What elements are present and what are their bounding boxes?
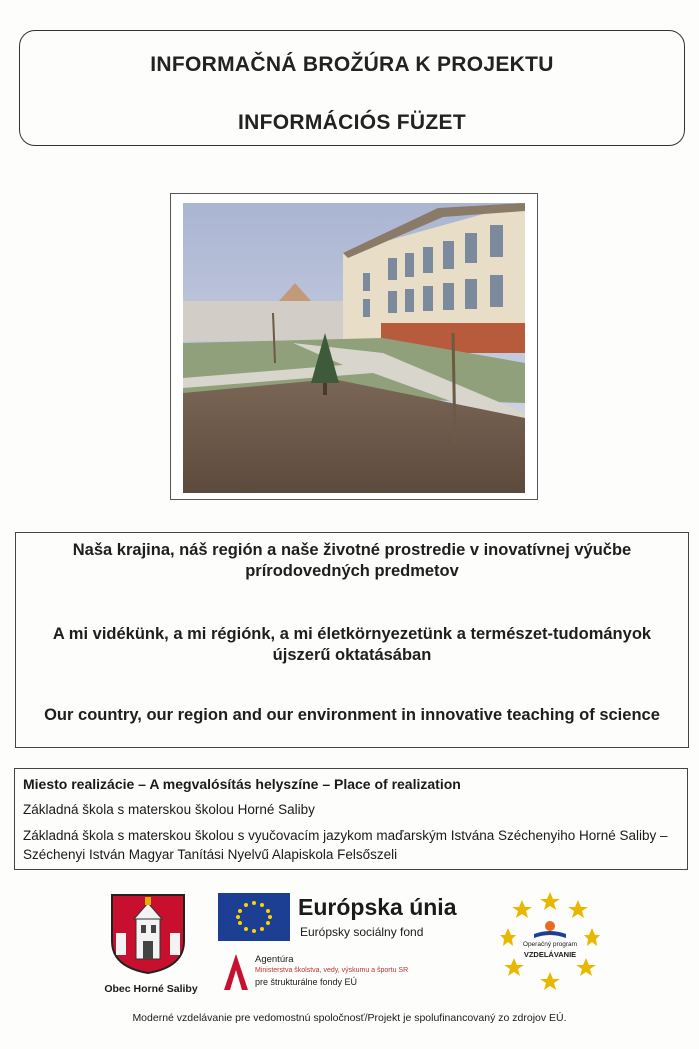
agency-ministry: Ministerstva školstva, vedy, výskumu a športu SR: [255, 967, 409, 974]
municipality-logo: [96, 893, 206, 998]
op-line-2: VZDELÁVANIE: [523, 950, 577, 959]
project-title-slovak: Naša krajina, náš región a naše životné prostredie v inovatívnej výučbe prírodovedných predmetov: [72, 541, 632, 580]
place-of-realization-box: [14, 768, 688, 870]
eu-logo: [218, 893, 490, 943]
footer-text: Moderné vzdelávanie pre vedomostnú spoločnosť/Projekt je spolufinancovaný zo zdrojov EÚ.: [132, 1012, 567, 1024]
title-hungarian: INFORMÁCIÓS FÜZET: [238, 111, 466, 134]
school-building-image: [183, 203, 525, 493]
title-slovak: INFORMAČNÁ BROŽÚRA K PROJEKTU: [150, 53, 554, 76]
project-title-hungarian: A mi vidékünk, a mi régiónk, a mi életkörnyezetünk a természet-tudományok újszerű oktatásában: [52, 625, 652, 664]
agency-emblem-icon: [222, 952, 250, 992]
school-photo: [170, 193, 538, 500]
eu-subtitle: Európsky sociálny fond: [300, 925, 424, 939]
coat-of-arms-icon: [110, 893, 186, 975]
eu-title: Európska únia: [298, 894, 457, 920]
op-star-ring-icon: [500, 890, 600, 990]
op-line-1: Operačný program: [522, 941, 578, 948]
project-title-english: Our country, our region and our environment in innovative teaching of science: [44, 706, 660, 724]
place-heading: Miesto realizácie – A megvalósítás helyszíne – Place of realization: [23, 776, 461, 792]
agency-logo: [222, 952, 442, 998]
agency-funds: pre štrukturálne fondy EÚ: [255, 977, 358, 987]
project-title-box: [15, 532, 689, 748]
op-education-logo: [500, 890, 600, 990]
title-box: [19, 30, 685, 146]
school-2: Základná škola s materskou školou s vyučovacím jazykom maďarským Istvána Széchenyiho Horné Saliby – Széchenyi István Magyar Tanítási Nyelvű Alapiskola Felsőszeli: [23, 828, 668, 862]
agency-name: Agentúra: [255, 954, 294, 965]
eu-flag-icon: [218, 893, 290, 941]
school-1: Základná škola s materskou školou Horné Saliby: [23, 802, 315, 817]
municipality-name: Obec Horné Saliby: [104, 983, 198, 995]
